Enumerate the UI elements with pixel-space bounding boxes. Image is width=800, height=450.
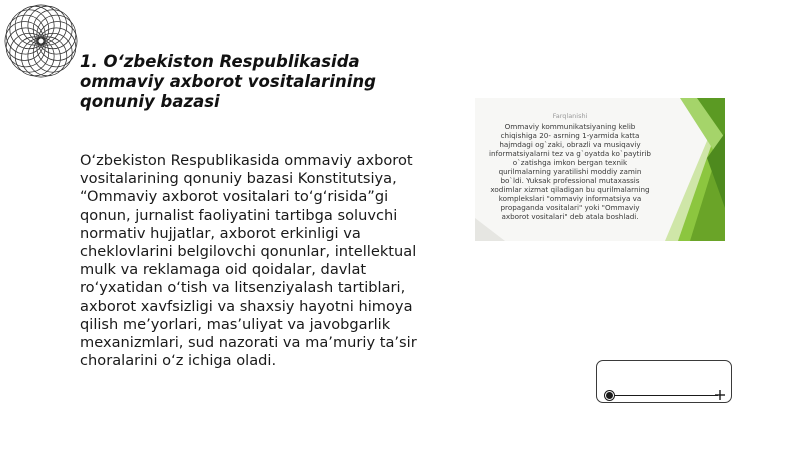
media-player-control[interactable] bbox=[596, 360, 732, 403]
media-seek-track[interactable] bbox=[609, 395, 718, 396]
plus-icon[interactable] bbox=[714, 389, 726, 401]
playhead-dot-icon[interactable] bbox=[605, 391, 614, 400]
embedded-slide-thumbnail[interactable] bbox=[475, 98, 725, 241]
slide-body-text: O‘zbekiston Respublikasida ommaviy axborot vositalarining qonuniy bazasi Konstitutsiya, “Ommaviy axborot vositalari to‘g‘risida”gi qonun, jurnalist faoliyatini tartibga soluvchi normativ hujjatlar, axborot erkinligi va cheklovlarini belgilovchi qonunlar, intellektual mulk va reklamaga oid qoidalar, davlat ro‘yxatidan o‘tish va litsenziyalash tartiblari, axborot xavfsizligi va shaxsiy hayotni himoya qilish me’yorlari, mas’uliyat va javobgarlik mexanizmlari, sud nazorati va ma’muriy ta’sir choralarini o‘z ichiga oladi. bbox=[80, 152, 417, 370]
slide-title: 1. O‘zbekiston Respublikasida ommaviy axborot vositalarining qonuniy bazasi bbox=[80, 52, 376, 111]
thumbnail-text: Ommaviy kommunikatsiyaning kelib chiqishiga 20- asrning 1-yarmida katta hajmdagi og`zaki, obrazli va musiqaviy informatsiyalarni tez va g`oyatda ko`paytirib o`zatishga imkon bergan texnik qurilmalarning yaratilishi moddiy zamin bo`ldi. Yuksak professional mutaxassis xodimlar xizmat qiladigan bu qurilmalarning komplekslari "ommaviy informatsiya va propaganda vositalari" yoki "Ommaviy axborot vositalari" deb atala boshladi. bbox=[489, 122, 651, 222]
thumbnail-faint-heading: Farqlanishi bbox=[552, 112, 588, 120]
spirograph-ornament-icon bbox=[2, 2, 80, 80]
